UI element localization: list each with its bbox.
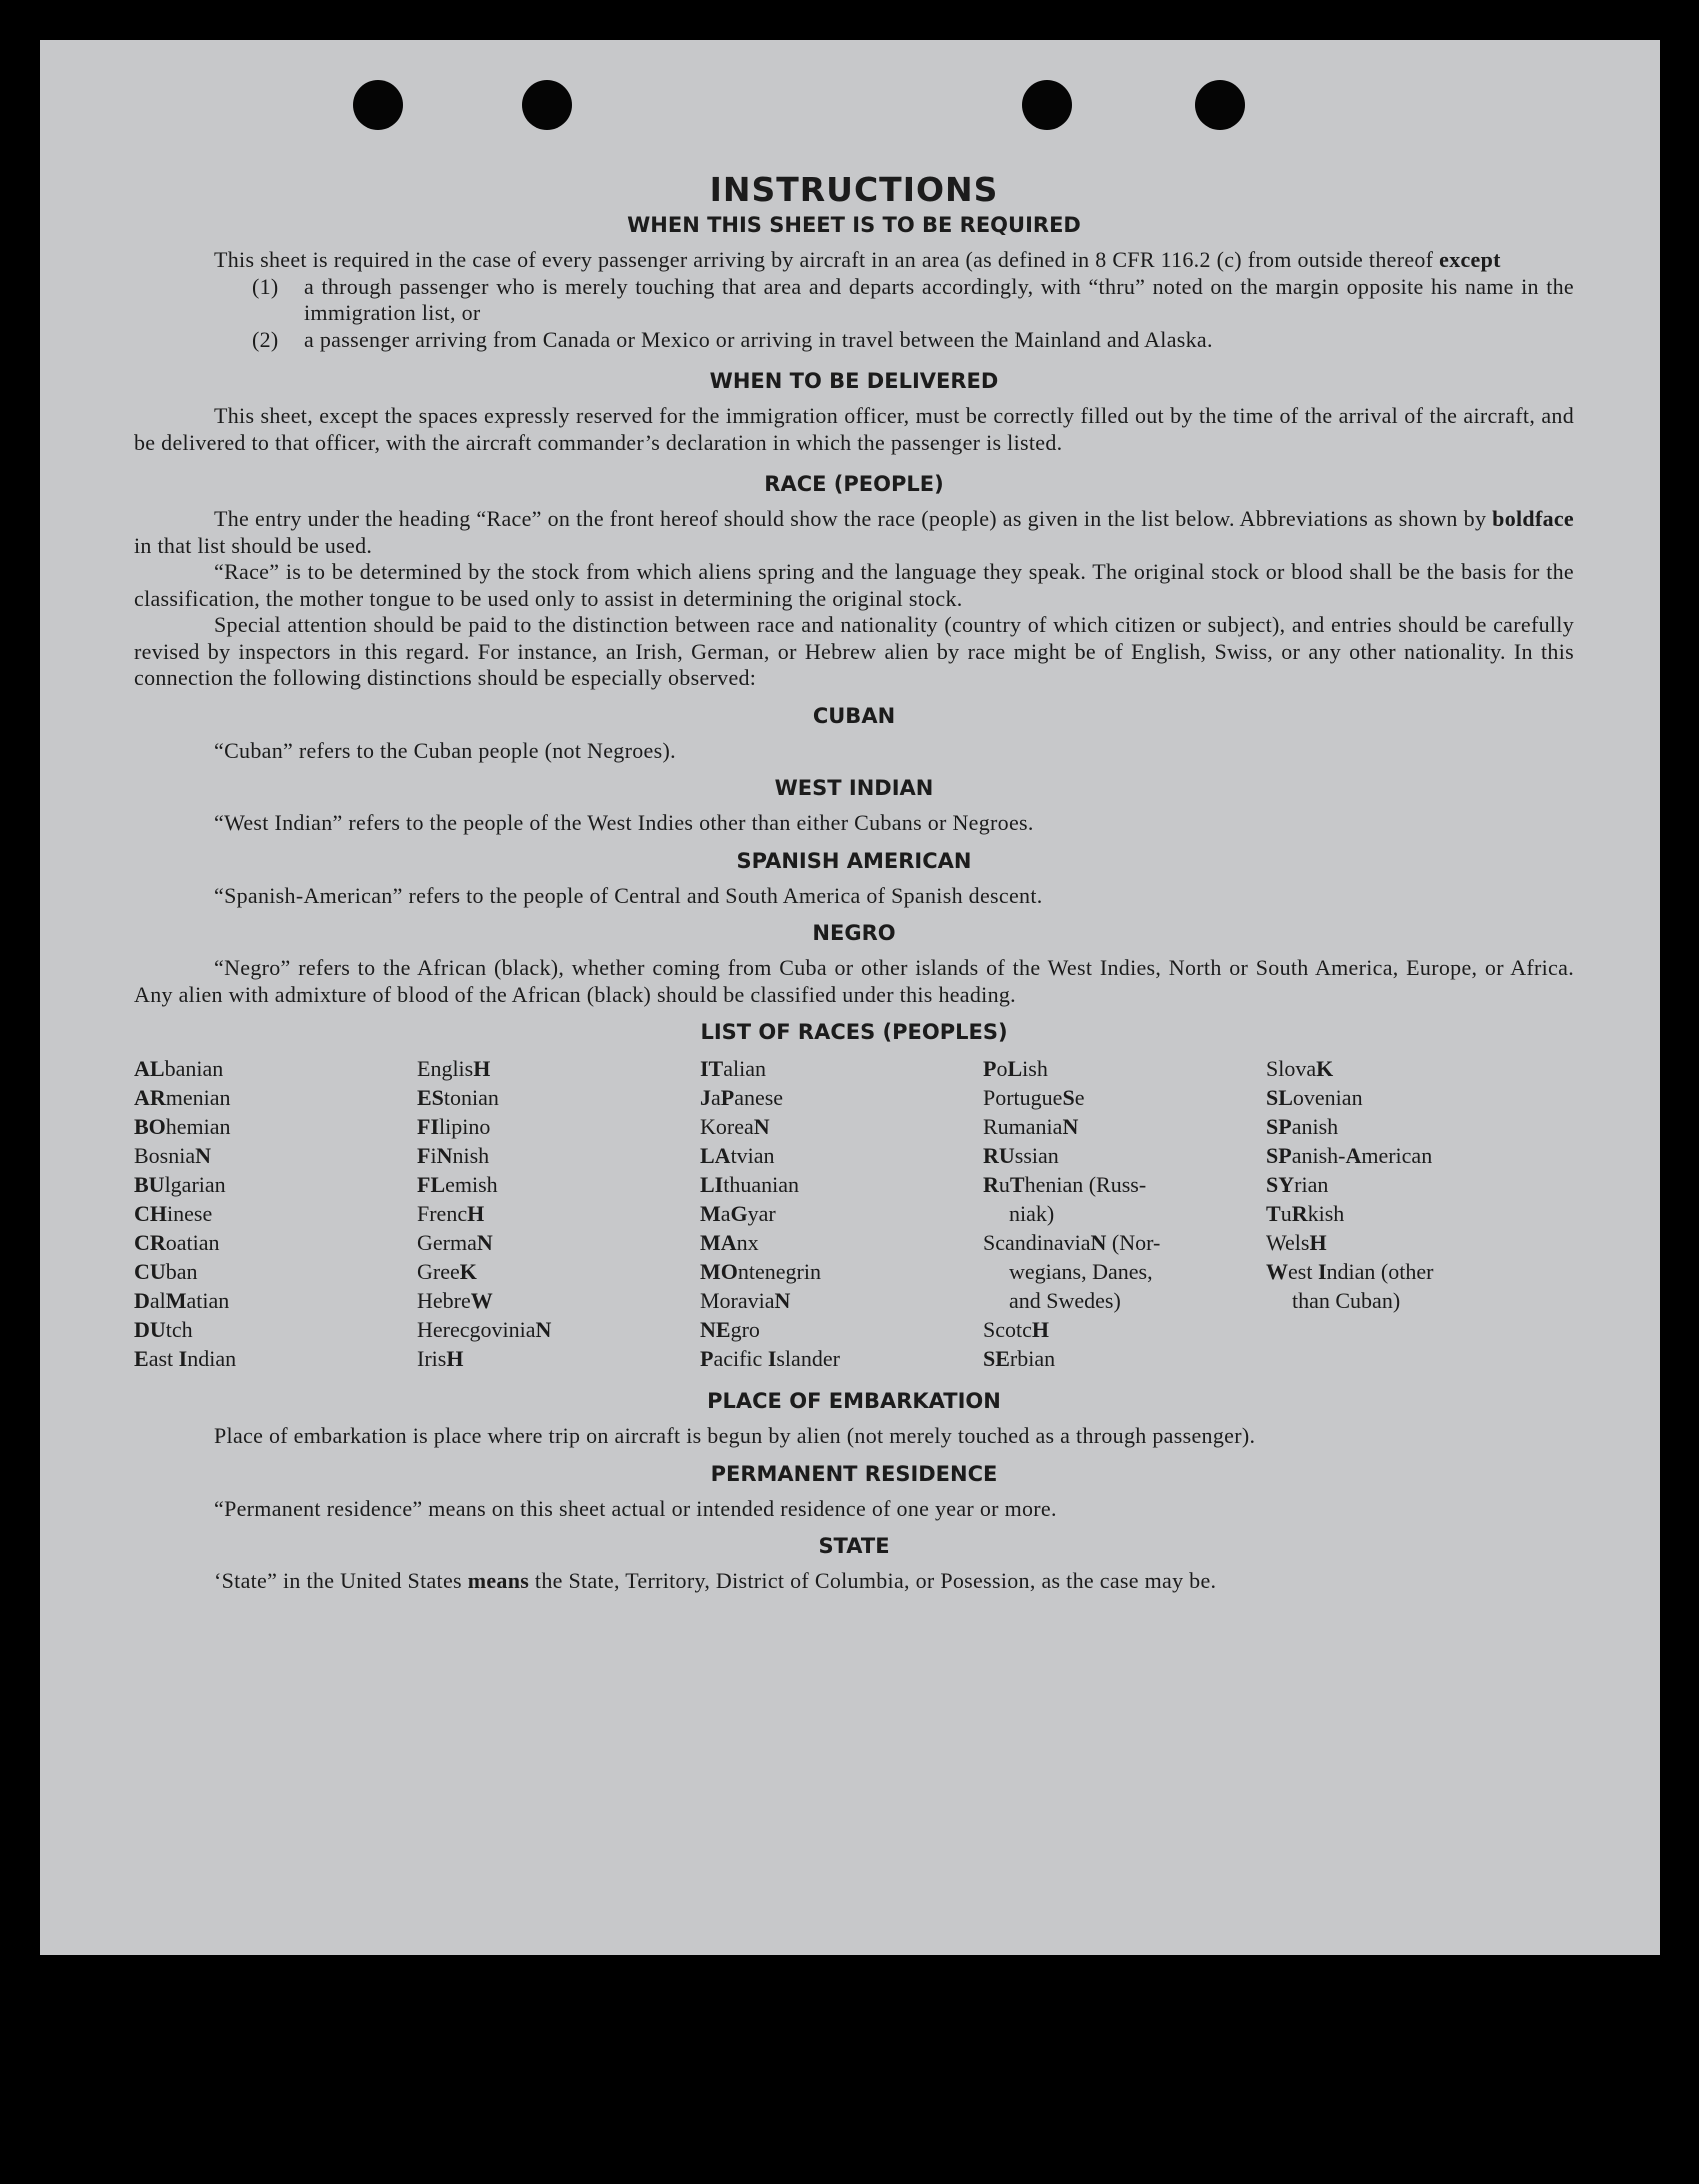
race-entry: ALbanian xyxy=(134,1056,224,1081)
race-entry: SLovenian xyxy=(1266,1085,1363,1110)
race-entry: MaGyar xyxy=(700,1201,776,1226)
state-text: ‘State” in the United States means the State, Territory, District of Columbia, or Posession, as the case may be. xyxy=(214,1568,1217,1593)
race-entry: KoreaN xyxy=(700,1114,770,1139)
race-entry: HerecgoviniaN xyxy=(417,1317,552,1342)
required-intro: This sheet is required in the case of every passenger arriving by aircraft in an area (as defined in 8 CFR 116.2 (c) from outside thereof except xyxy=(214,247,1501,272)
race-paragraph-3: Special attention should be paid to the distinction between race and nationality (country of which citizen or subject), and entries should be carefully revised by inspectors in this regard. For instance, an Irish, German, or Hebrew alien by race might be of English, Swiss, or any other nationality. In this connection the following distinctions should be especially observed: xyxy=(134,612,1574,690)
heading-cuban: CUBAN xyxy=(812,703,896,728)
race-entry: DalMatian xyxy=(134,1288,230,1313)
heading-spanish-american: SPANISH AMERICAN xyxy=(736,848,972,873)
race-entry: PoLish xyxy=(983,1056,1048,1081)
spanish-american-text: “Spanish-American” refers to the people of Central and South America of Spanish descent. xyxy=(214,882,1043,908)
race-entry: ScotcH xyxy=(983,1317,1050,1342)
race-column xyxy=(134,1054,417,1373)
race-entry-continuation: and Swedes) xyxy=(1009,1288,1121,1313)
race-entry: BosniaN xyxy=(134,1143,212,1168)
race-entry: FrencH xyxy=(417,1201,485,1226)
heading-race: RACE (PEOPLE) xyxy=(764,472,944,496)
race-column xyxy=(417,1054,700,1373)
delivered-text: This sheet, except the spaces expressly reserved for the immigration officer, must be correctly filled out by the time of the arrival of the aircraft, and be delivered to that officer, with the aircraft commander’s declaration in which the passenger is listed. xyxy=(134,403,1574,455)
race-column xyxy=(983,1054,1266,1373)
race-entry: SlovaK xyxy=(1266,1056,1334,1081)
punch-hole xyxy=(353,80,403,130)
race-entry: GreeK xyxy=(417,1259,477,1284)
race-entry: MAnx xyxy=(700,1230,759,1255)
instructions-body xyxy=(134,170,1574,1595)
race-entry: DUtch xyxy=(134,1317,193,1342)
heading-state: STATE xyxy=(818,1534,890,1558)
punch-hole xyxy=(522,80,572,130)
punch-hole xyxy=(1022,80,1072,130)
race-entry: PortugueSe xyxy=(983,1085,1085,1110)
embarkation-text: Place of embarkation is place where trip on aircraft is begun by alien (not merely touched as a through passenger). xyxy=(214,1423,1256,1448)
race-paragraph-1: The entry under the heading “Race” on the front hereof should show the race (people) as given in the list below. Abbreviations as shown by boldface in that list should be used. xyxy=(134,506,1574,558)
race-entry: ITalian xyxy=(700,1056,767,1081)
race-entry: LAtvian xyxy=(700,1143,775,1168)
race-column xyxy=(700,1054,983,1373)
race-entry: SPanish xyxy=(1266,1114,1339,1139)
race-entry: CHinese xyxy=(134,1201,213,1226)
required-item-1: (1) a through passenger who is merely touching that area and departs accordingly, with “thru” noted on the margin opposite his name in the immigration list, or xyxy=(252,273,1574,325)
race-entry: East Indian xyxy=(134,1346,237,1371)
race-entry: RuThenian (Russ- xyxy=(983,1172,1147,1197)
race-entry: SErbian xyxy=(983,1346,1056,1371)
race-entry: HebreW xyxy=(417,1288,493,1313)
race-entry: NEgro xyxy=(700,1317,760,1342)
document-page xyxy=(40,40,1660,1955)
race-entry-continuation: niak) xyxy=(1009,1201,1055,1226)
race-entry: WelsH xyxy=(1266,1230,1327,1255)
race-entry: FIlipino xyxy=(417,1114,491,1139)
race-entry-continuation: wegians, Danes, xyxy=(1009,1259,1153,1284)
race-entry: ARmenian xyxy=(134,1085,231,1110)
heading-list-of-races: LIST OF RACES (PEOPLES) xyxy=(700,1020,1008,1044)
race-entry: BOhemian xyxy=(134,1114,231,1139)
race-entry: FLemish xyxy=(417,1172,498,1197)
heading-embarkation: PLACE OF EMBARKATION xyxy=(707,1389,1001,1413)
race-entry: GermaN xyxy=(417,1230,493,1255)
race-entry: TuRkish xyxy=(1266,1201,1345,1226)
race-entry: CRoatian xyxy=(134,1230,220,1255)
west-indian-text: “West Indian” refers to the people of the West Indies other than either Cubans or Negroes. xyxy=(214,810,1034,835)
race-paragraph-2: “Race” is to be determined by the stock from which aliens spring and the language they speak. The original stock or blood shall be the basis for the classification, the mother tongue to be used only to assist in determining the original stock. xyxy=(134,559,1574,611)
heading-when-required: WHEN THIS SHEET IS TO BE REQUIRED xyxy=(627,213,1081,237)
required-item-2: (2) a passenger arriving from Canada or Mexico or arriving in travel between the Mainland and Alaska. xyxy=(252,326,1213,352)
race-entry: LIthuanian xyxy=(700,1172,800,1197)
race-entry: West Indian (other xyxy=(1266,1259,1434,1284)
punch-hole xyxy=(1195,80,1245,130)
race-column xyxy=(1266,1054,1549,1373)
race-entry: FiNnish xyxy=(417,1143,490,1168)
race-entry-continuation: than Cuban) xyxy=(1292,1288,1401,1313)
race-entry: EStonian xyxy=(417,1085,499,1110)
heading-west-indian: WEST INDIAN xyxy=(774,776,934,800)
race-entry: ScandinaviaN (Nor- xyxy=(983,1230,1161,1255)
race-entry: CUban xyxy=(134,1259,198,1284)
race-entry: MoraviaN xyxy=(700,1288,791,1313)
race-list xyxy=(134,1054,1574,1373)
race-entry: JaPanese xyxy=(700,1085,784,1110)
race-entry: Pacific Islander xyxy=(700,1346,840,1371)
race-entry: EnglisH xyxy=(417,1056,491,1081)
heading-negro: NEGRO xyxy=(812,921,896,945)
residence-text: “Permanent residence” means on this sheet actual or intended residence of one year or more. xyxy=(214,1495,1057,1521)
cuban-text: “Cuban” refers to the Cuban people (not Negroes). xyxy=(214,737,676,763)
race-entry: RumaniaN xyxy=(983,1114,1079,1139)
negro-text: “Negro” refers to the African (black), whether coming from Cuba or other islands of the West Indies, North or South America, Europe, or Africa. Any alien with admixture of blood of the African (black) should be classified under this heading. xyxy=(134,955,1574,1007)
race-entry: SPanish-American xyxy=(1266,1143,1433,1168)
heading-when-delivered: WHEN TO BE DELIVERED xyxy=(709,369,999,393)
page-title: INSTRUCTIONS xyxy=(709,170,999,209)
race-entry: IrisH xyxy=(417,1346,464,1371)
race-entry: MOntenegrin xyxy=(700,1259,821,1284)
heading-permanent-residence: PERMANENT RESIDENCE xyxy=(710,1461,998,1486)
race-entry: BUlgarian xyxy=(134,1172,226,1197)
race-entry: SYrian xyxy=(1266,1172,1329,1197)
race-entry: RUssian xyxy=(983,1143,1059,1168)
